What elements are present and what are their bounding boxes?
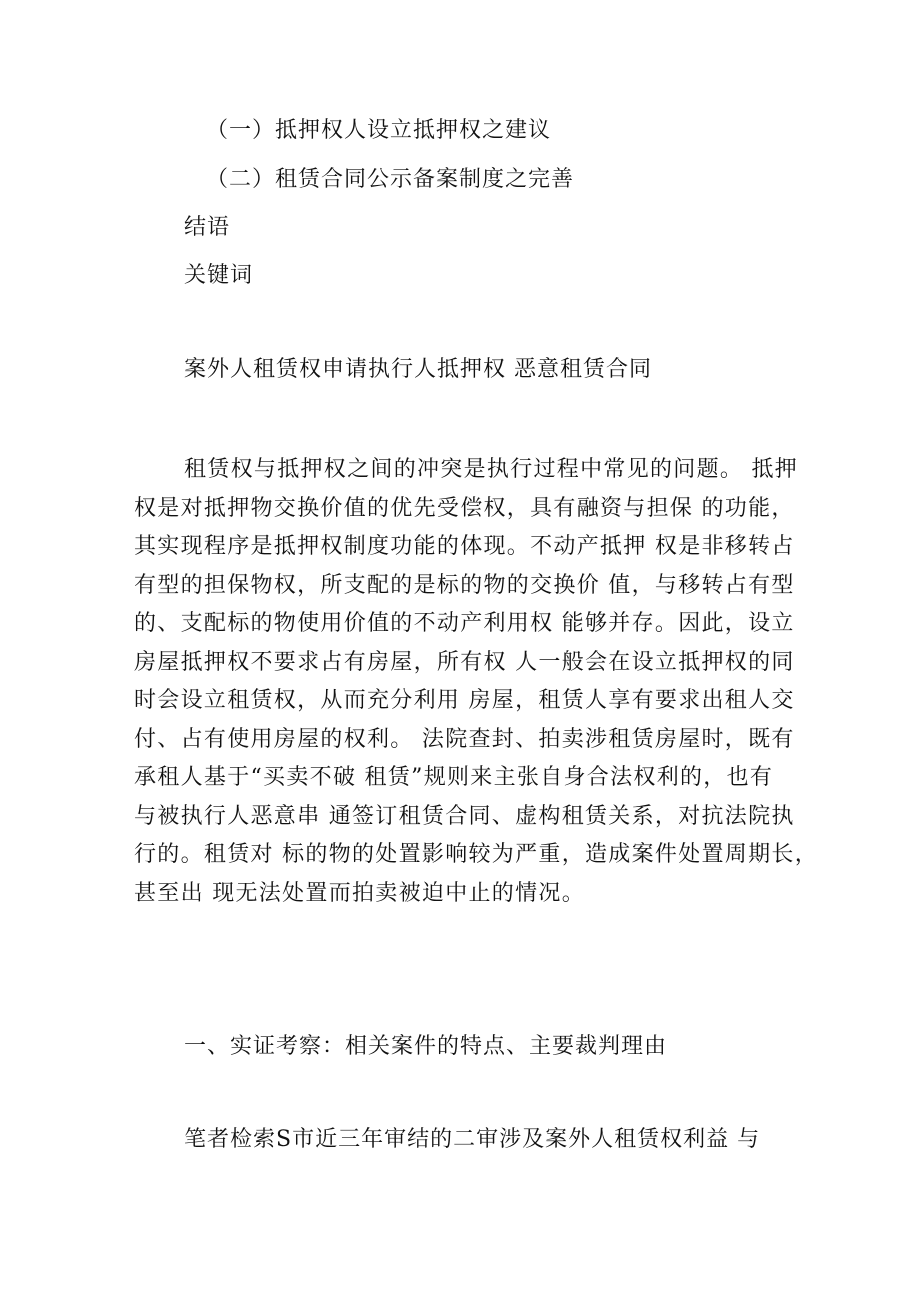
toc-conclusion: 结语 xyxy=(184,215,231,240)
intro-line: 的、支配标的物使用价值的不动产利用权 能够并存。因此，设立 xyxy=(134,611,795,636)
intro-line: 与被执行人恶意串 通签订租赁合同、虚构租赁关系，对抗法院执 xyxy=(134,803,795,829)
intro-line: 付、占有使用房屋的权利。 法院查封、拍卖涉租赁房屋时，既有 xyxy=(134,726,795,752)
intro-line: 时会设立租赁权，从而充分利用 房屋，租赁人享有要求出租人交 xyxy=(134,688,795,713)
intro-line: 承租人基于“买卖不破 租赁”规则来主张自身合法权利的，也有 xyxy=(134,765,774,790)
section-1-heading: 一、实证考察：相关案件的特点、主要裁判理由 xyxy=(184,1034,668,1059)
intro-line: 行的。租赁对 标的物的处置影响较为严重，造成案件处置周期长， xyxy=(134,842,818,867)
intro-line: 租赁权与抵押权之间的冲突是执行过程中常见的问题。 抵押 xyxy=(184,457,799,482)
body-paragraph-line: 笔者检索S市近三年审结的二审涉及案外人租赁权利益 与 xyxy=(184,1127,761,1152)
toc-item-2: （二）租赁合同公示备案制度之完善 xyxy=(206,167,575,192)
keywords-text: 案外人租赁权申请执行人抵押权 恶意租赁合同 xyxy=(184,357,652,382)
intro-line: 房屋抵押权不要求占有房屋，所有权 人一般会在设立抵押权的同 xyxy=(134,649,795,675)
intro-line: 权是对抵押物交换价值的优先受偿权，具有融资与担保 的功能， xyxy=(134,495,795,521)
intro-line: 有型的担保物权，所支配的是标的物的交换价 值，与移转占有型 xyxy=(134,572,795,598)
intro-line: 甚至出 现无法处置而拍卖被迫中止的情况。 xyxy=(134,880,585,906)
toc-keywords-label: 关键词 xyxy=(184,263,254,288)
toc-item-1: （一）抵押权人设立抵押权之建议 xyxy=(206,118,552,143)
intro-paragraph xyxy=(134,451,818,913)
intro-line: 其实现程序是抵押权制度功能的体现。不动产抵押 权是非移转占 xyxy=(134,534,795,559)
